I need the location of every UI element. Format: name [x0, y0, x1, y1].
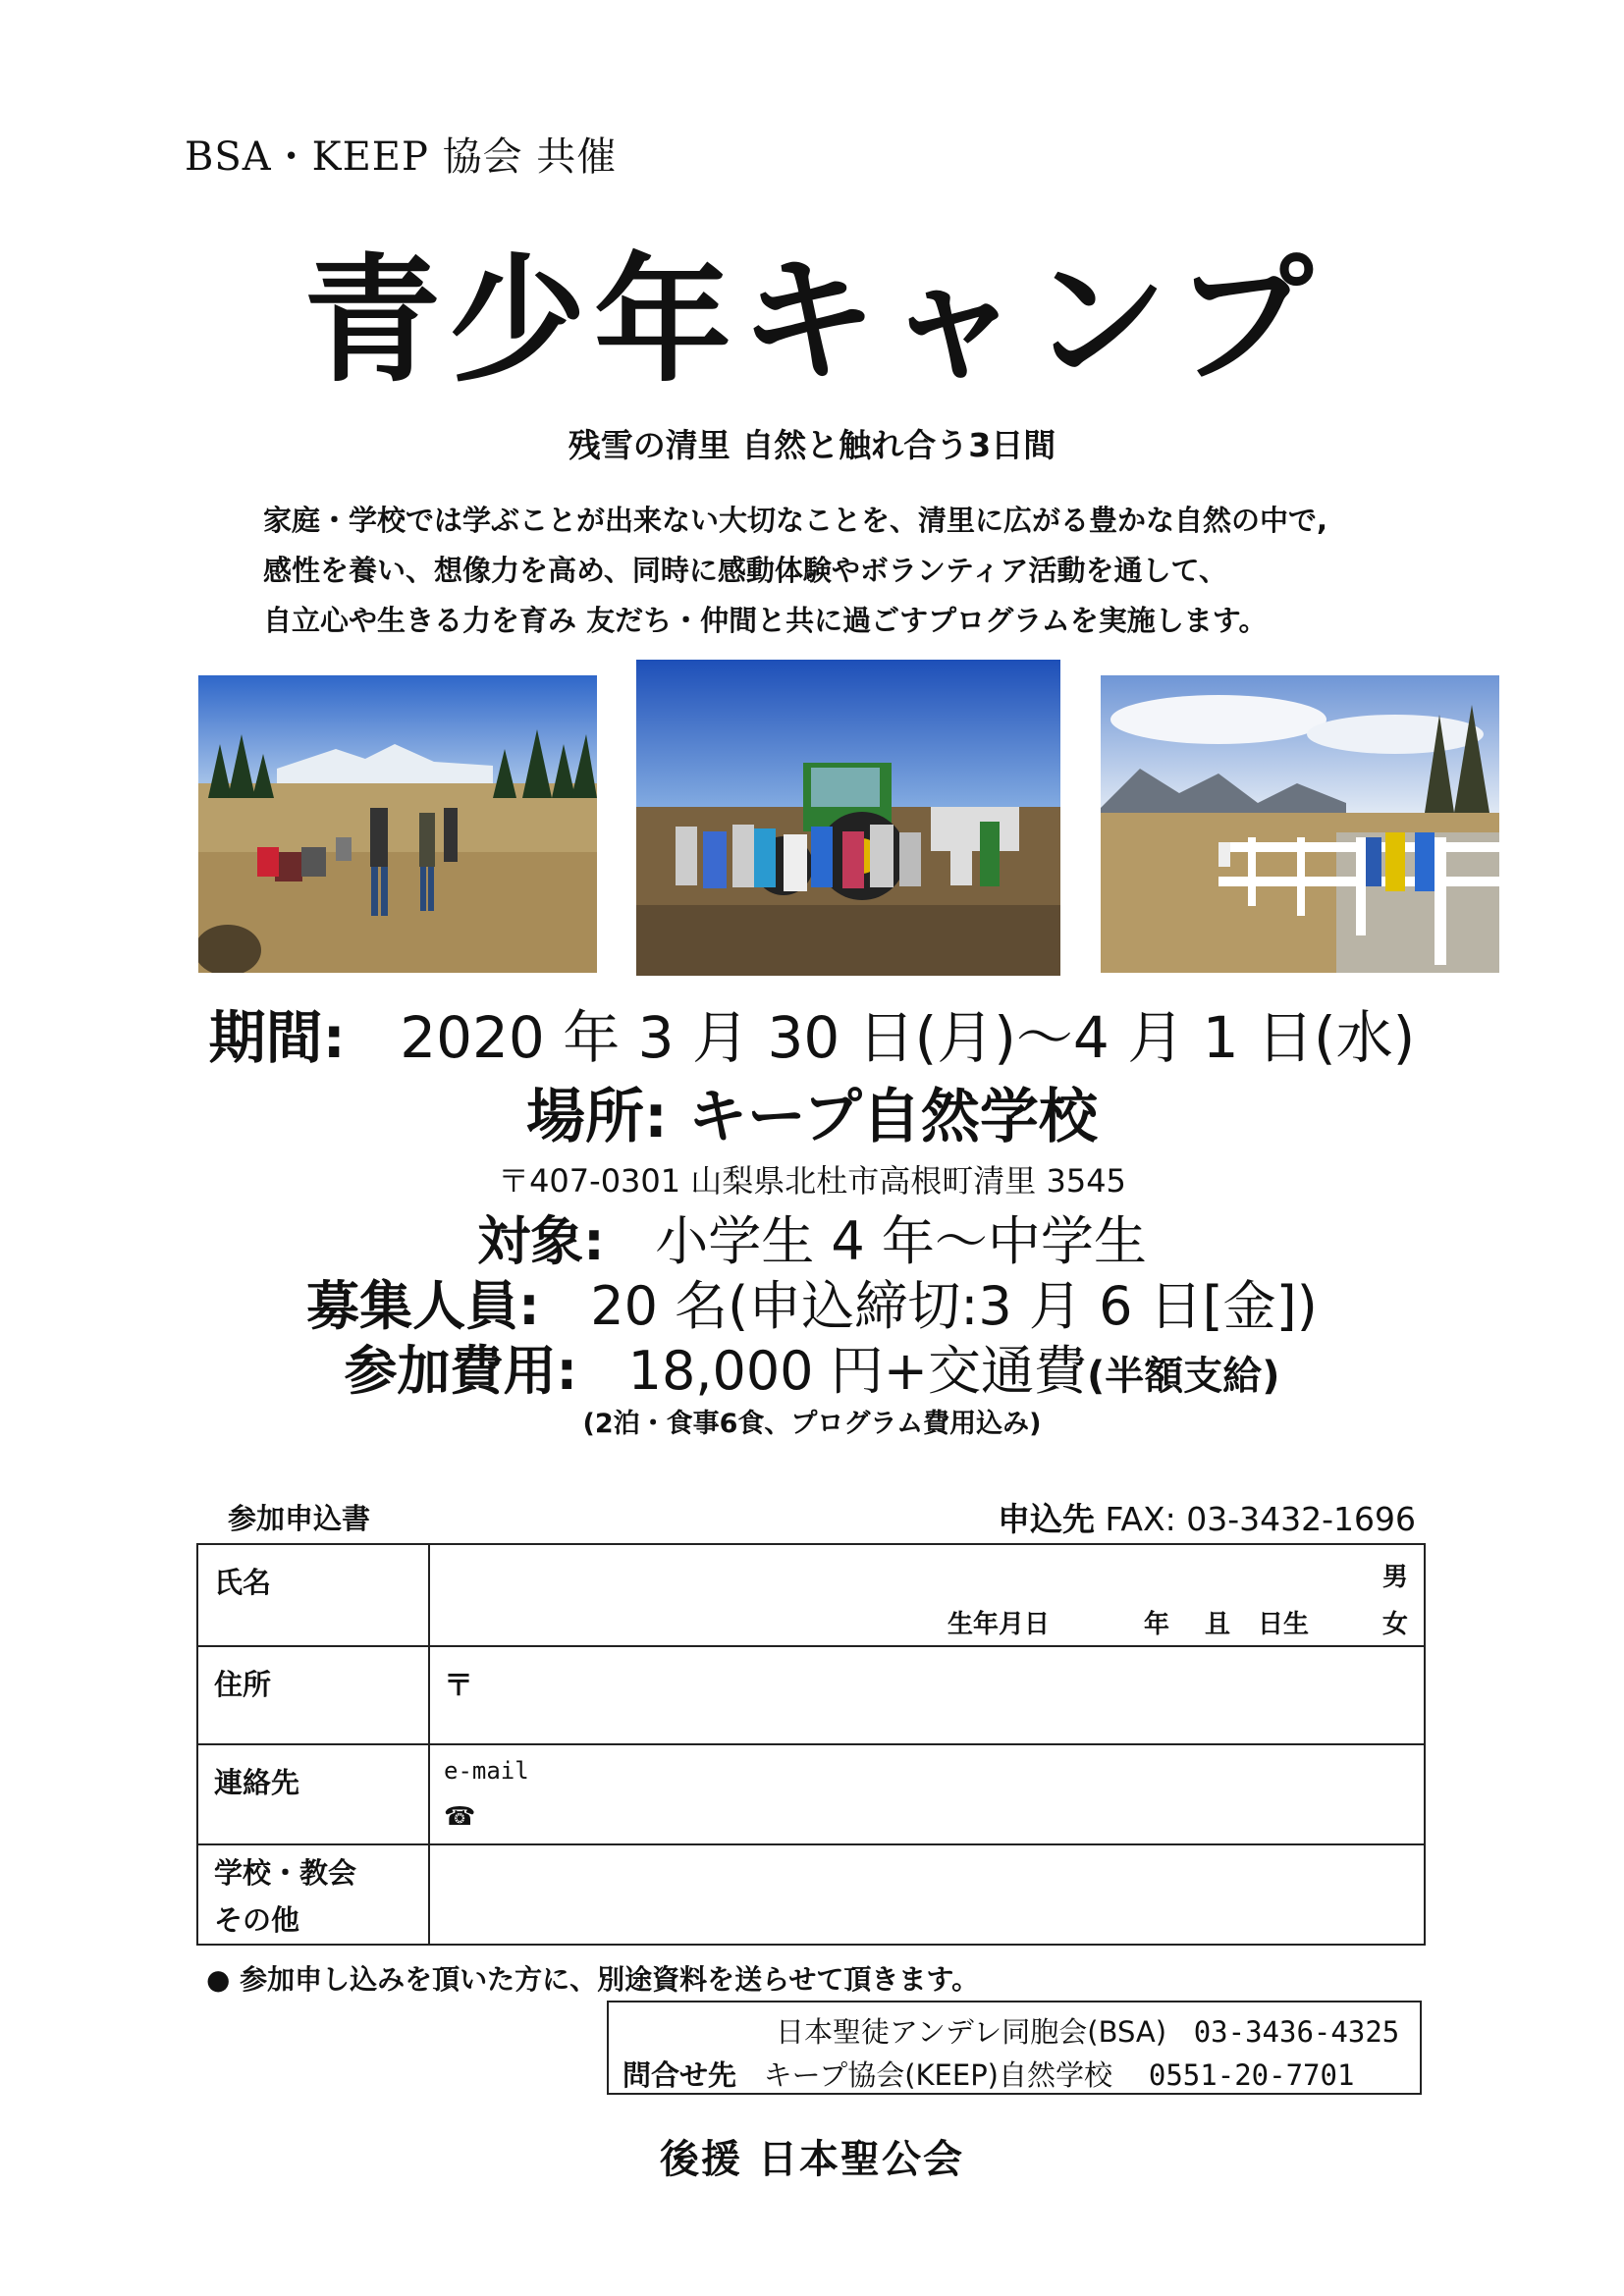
school-label-line-1: 学校・教会 — [214, 1856, 357, 1890]
capacity-label: 募集人員: — [306, 1275, 540, 1337]
address-label: 住所 — [198, 1647, 430, 1743]
venue-address: 〒407-0301 山梨県北杜市高根町清里 3545 — [498, 1162, 1126, 1200]
period-value: 2020 年 3 月 30 日(月)～4 月 1 日(水) — [400, 1004, 1416, 1071]
fee-label: 参加費用: — [344, 1340, 578, 1402]
school-label — [198, 1845, 430, 1944]
gender-male-option[interactable]: 男 — [1381, 1563, 1408, 1592]
keep-name: キープ協会(KEEP)自然学校 — [763, 2058, 1113, 2092]
birth-year-label: 年 — [1144, 1610, 1170, 1639]
form-row-contact — [198, 1745, 1424, 1845]
birth-month-label: 且 — [1205, 1610, 1231, 1639]
fax-label: 申込先 — [997, 1500, 1095, 1538]
cosponsor-line: BSA・KEEP 協会 共催 — [185, 134, 618, 180]
keep-phone: 0551-20-7701 — [1148, 2058, 1355, 2092]
school-label-line-2: その他 — [214, 1903, 300, 1937]
support-line: 後援 日本聖公会 — [660, 2137, 964, 2182]
address-field[interactable] — [430, 1647, 1424, 1743]
target-value: 小学生 4 年～中学生 — [655, 1210, 1147, 1272]
application-form-heading: 参加申込書 — [228, 1502, 371, 1535]
note-line: ● 参加申し込みを頂いた方に、別途資料を送らせて頂きます。 — [206, 1963, 980, 1996]
period-line — [0, 991, 1624, 1074]
phone-icon: ☎ — [444, 1802, 476, 1832]
contact-field[interactable] — [430, 1745, 1424, 1843]
postal-mark: 〒 — [444, 1669, 473, 1703]
intro-line-2: 感性を養い、想像力を高め、同時に感動体験やボランティア活動を通して、 — [263, 554, 1227, 587]
fee-value: 18,000 円+交通費 — [627, 1340, 1087, 1402]
fax-line — [998, 1494, 1416, 1540]
bsa-phone: 03-3436-4325 — [1193, 2015, 1400, 2049]
school-field[interactable] — [430, 1845, 1424, 1944]
target-label: 対象: — [477, 1210, 605, 1272]
fee-suffix: (半額支給) — [1086, 1354, 1280, 1399]
birth-day-label: 日生 — [1258, 1610, 1310, 1639]
form-row-school — [198, 1845, 1424, 1944]
form-row-address — [198, 1647, 1424, 1745]
inquiry-label: 問合せ先 — [623, 2058, 737, 2092]
inquiry-box — [607, 2001, 1422, 2095]
venue-line: 場所: キープ自然学校 — [526, 1083, 1098, 1151]
name-field[interactable] — [430, 1545, 1424, 1645]
fax-number: FAX: 03-3432-1696 — [1105, 1500, 1416, 1538]
bsa-name: 日本聖徒アンデレ同胞会(BSA) — [776, 2015, 1167, 2049]
bsa-contact — [776, 2010, 1399, 2051]
photo-group-in-field — [198, 675, 597, 973]
application-form — [196, 1543, 1426, 1946]
keep-contact — [623, 2054, 1354, 2094]
subtitle: 残雪の清里 自然と触れ合う3日間 — [568, 426, 1056, 464]
gender-female-option[interactable]: 女 — [1381, 1610, 1408, 1639]
birthdate-label: 生年月日 — [947, 1610, 1051, 1639]
intro-line-3: 自立心や生きる力を育み 友だち・仲間と共に過ごすプログラムを実施します。 — [263, 604, 1268, 637]
intro-line-1: 家庭・学校では学ぶことが出来ない大切なことを、清里に広がる豊かな自然の中で, — [263, 504, 1328, 537]
photo-children-by-fence — [1101, 675, 1499, 973]
photo-children-with-tractor — [636, 660, 1060, 976]
form-row-name — [198, 1545, 1424, 1647]
intro-text — [263, 496, 1327, 646]
capacity-value: 20 名(申込締切:3 月 6 日[金]) — [590, 1275, 1318, 1337]
contact-label: 連絡先 — [198, 1745, 430, 1843]
fee-line — [0, 1329, 1624, 1405]
fee-note: (2泊・食事6食、プログラム費用込み) — [582, 1409, 1042, 1439]
page-title: 青少年キャンプ — [302, 241, 1321, 401]
name-label: 氏名 — [198, 1545, 430, 1645]
period-label: 期間: — [208, 1004, 346, 1071]
email-label: e-mail — [444, 1757, 529, 1785]
